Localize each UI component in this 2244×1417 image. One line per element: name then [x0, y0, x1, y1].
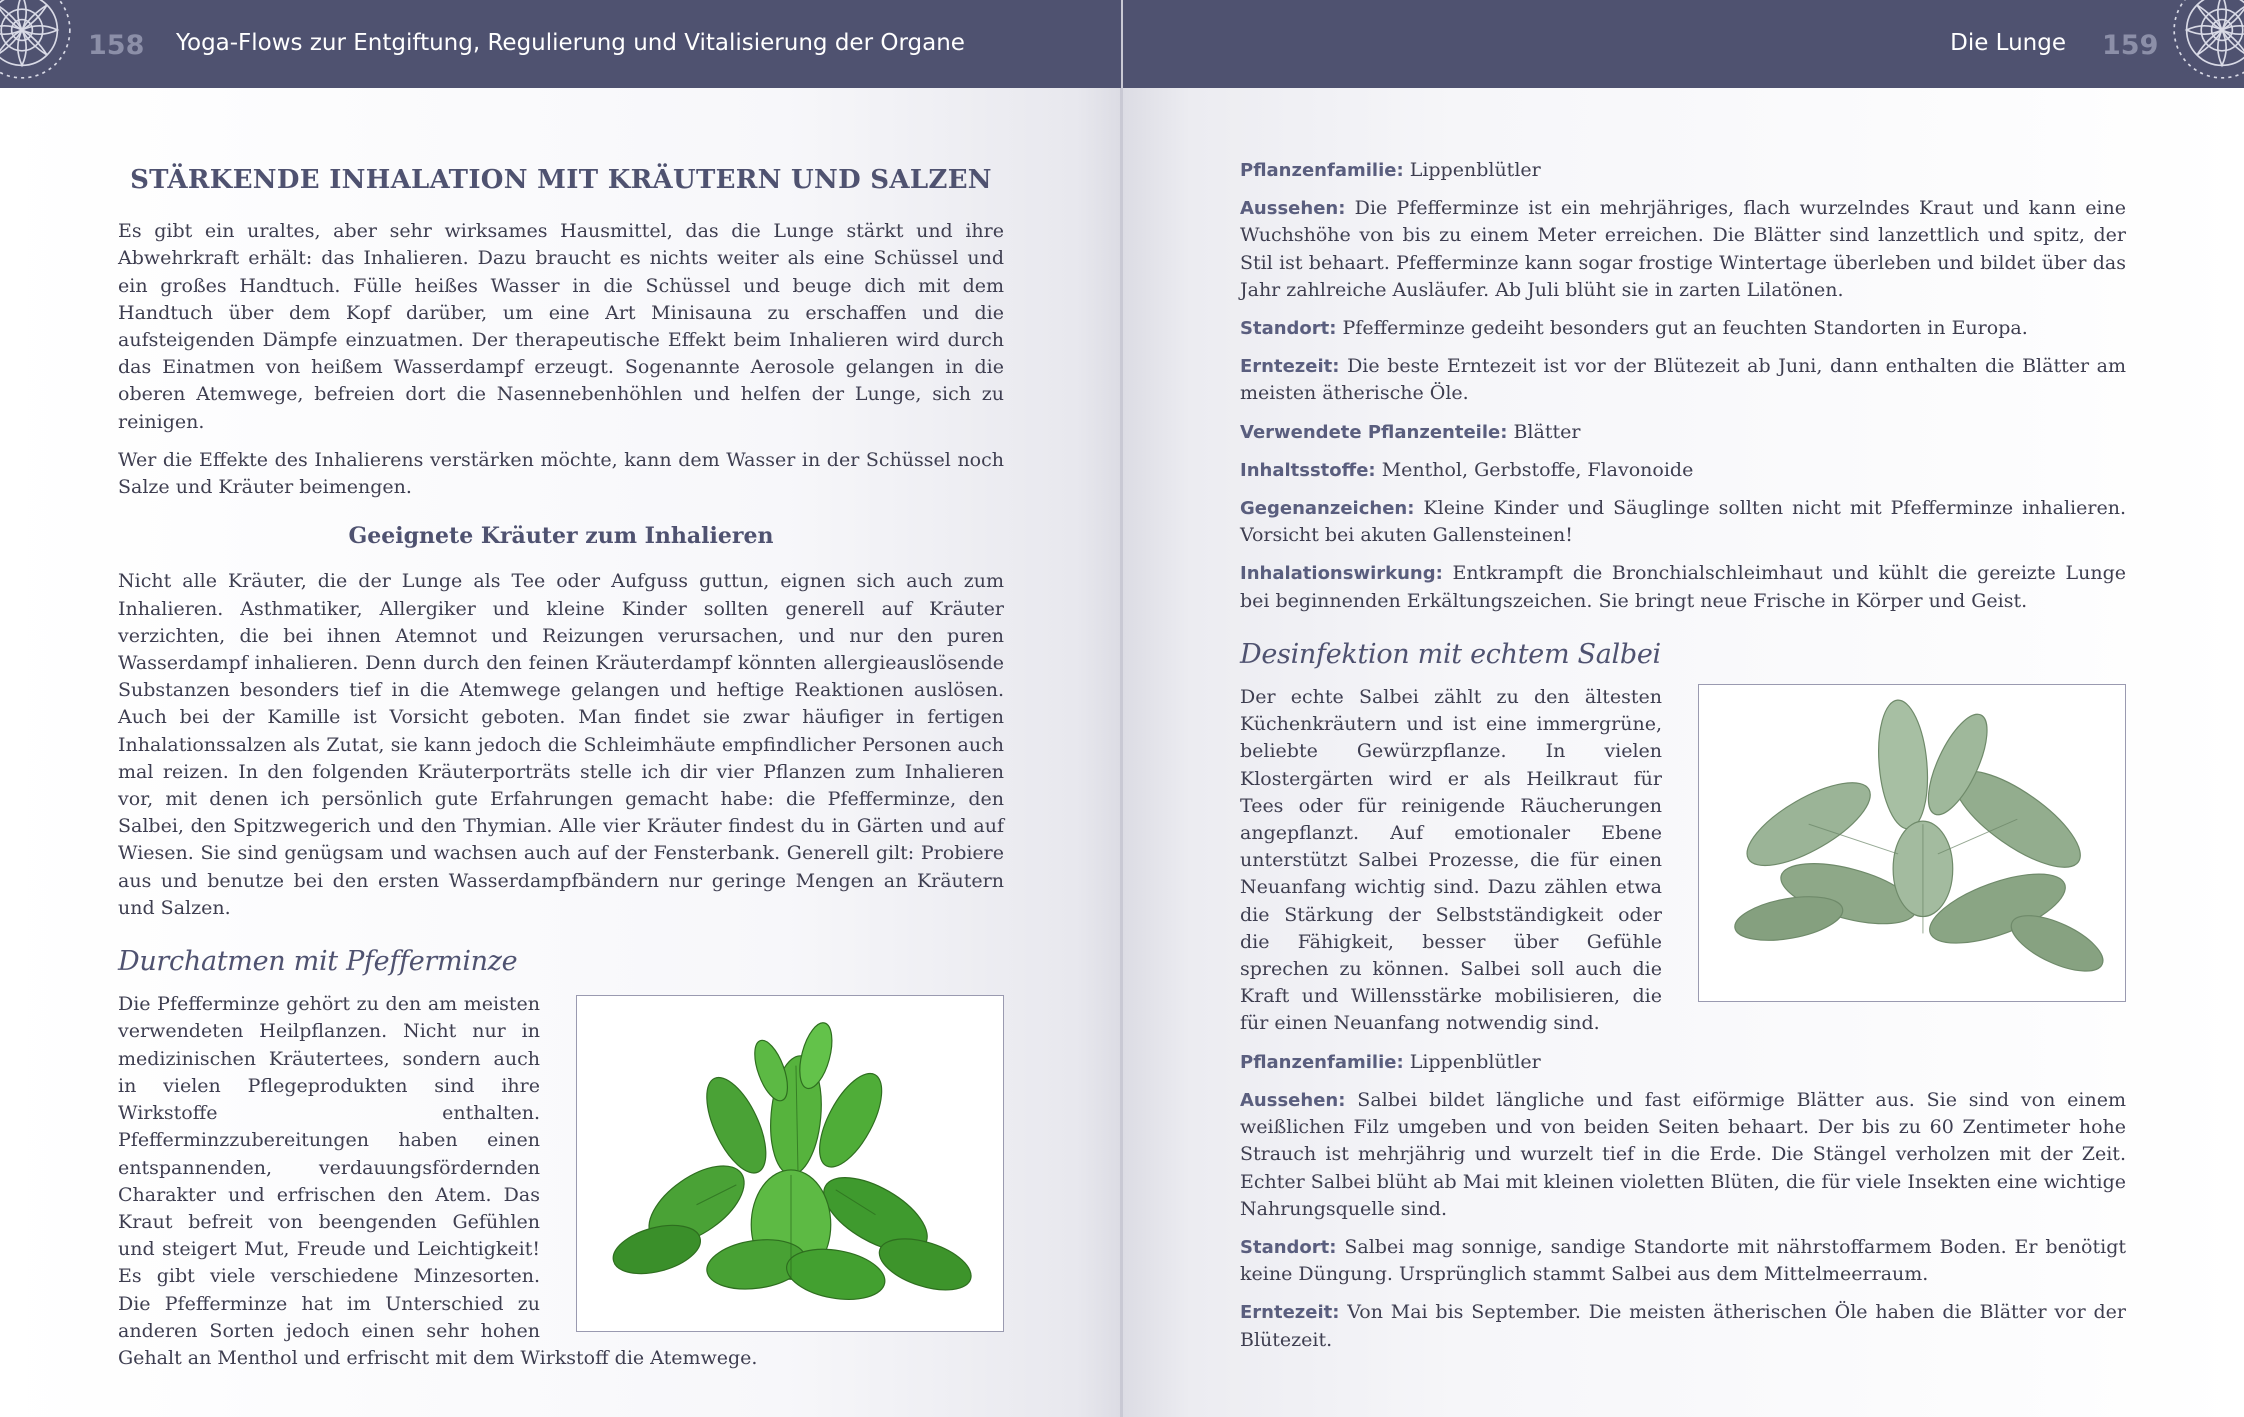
intro-paragraph-2: Wer die Effekte des Inhalierens verstärken möchte, kann dem Wasser in der Schüssel noch Salze und Kräuter beimengen. — [118, 448, 1004, 499]
fact-label: Verwendete Pflanzenteile: — [1240, 421, 1508, 443]
fact-label: Aussehen: — [1240, 1089, 1346, 1111]
fact-label: Erntezeit: — [1240, 1302, 1340, 1324]
sage-fact-harvest — [1240, 1299, 2126, 1353]
fact-text: Die beste Erntezeit ist vor der Blütezeit ab Juni, dann enthalten die Blätter am meisten ätherische Öle. — [1240, 355, 2126, 405]
mint-fact-inhalation — [1240, 560, 2126, 614]
fact-text: Pfefferminze gedeiht besonders gut an feuchten Standorten in Europa. — [1342, 317, 2028, 340]
sage-paragraph: Der echte Salbei zählt zu den ältesten Küchenkräutern und ist eine immergrüne, beliebte Gewürzpflanze. In vielen Klostergärten wird er als Heilkraut für Tees oder für reinigende Räucherungen angepflanzt. Auf emotionaler Ebene unterstützt Salbei Prozesse, die für einen Neuanfang wichtig sind. Dazu zählen etwa die Stärkung der Selbstständigkeit oder die Fähigkeit, besser über Gefühle sprechen zu können. Salbei soll auch die Kraft und Willensstärke mobilisieren, die für einen Neuanfang notwendig sind. — [1240, 686, 1662, 1035]
page-gutter — [1120, 0, 1123, 1417]
mint-fact-parts — [1240, 419, 2126, 446]
fact-text: Salbei bildet längliche und fast eiförmige Blätter aus. Sie sind von einem weißlichen Filz umgeben und von beiden Seiten behaart. Der bis zu 60 Zentimeter hohe Strauch ist mehrjährig und wurzelt tief in die Erde. Die Stängel verholzen mit der Zeit. Echter Salbei blüht ab Mai mit kleinen violetten Blüten, die für viele Insekten eine wichtige Nahrungsquelle sind. — [1240, 1088, 2126, 1220]
fact-text: Entkrampft die Bronchialschleimhaut und kühlt die gereizte Lunge bei beginnenden Erkältungszeichen. Sie bringt neue Frische in Körper und Geist. — [1240, 562, 2126, 612]
running-head-right: Die Lunge — [1950, 30, 2066, 56]
fact-text: Blätter — [1513, 420, 1581, 443]
fact-label: Aussehen: — [1240, 198, 1346, 220]
fact-label: Inhalationswirkung: — [1240, 563, 1443, 585]
running-head-left: Yoga-Flows zur Entgiftung, Regulierung und Vitalisierung der Organe — [176, 30, 965, 56]
fact-text: Salbei mag sonnige, sandige Standorte mit nährstoffarmem Boden. Er benötigt keine Düngung. Ursprünglich stammt Salbei aus dem Mittelmeerraum. — [1240, 1235, 2126, 1286]
subheading-herbs: Geeignete Kräuter zum Inhalieren — [348, 523, 774, 550]
sage-fact-location — [1240, 1234, 2126, 1288]
right-text-column — [1240, 157, 2126, 1365]
fact-text: Menthol, Gerbstoffe, Flavonoide — [1381, 458, 1694, 481]
fact-text: Lippenblütler — [1409, 159, 1541, 181]
page-number-left: 158 — [88, 30, 145, 61]
left-text-column — [118, 162, 1004, 1383]
sage-illustration — [1699, 685, 2125, 1001]
page-number-right: 159 — [2102, 30, 2159, 61]
right-header-band — [1123, 0, 2244, 88]
sage-fact-appearance — [1240, 1087, 2126, 1223]
sage-heading: Desinfektion mit echtem Salbei — [1240, 638, 1661, 670]
fact-label: Standort: — [1240, 1236, 1337, 1258]
mint-fact-contraindications — [1240, 495, 2126, 549]
fact-text: Die Pfefferminze ist ein mehrjähriges, flach wurzelndes Kraut und kann eine Wuchshöhe von bis zu einem Meter erreichen. Die Blätter sind lanzettlich und spitz, der Stil ist behaart. Pfefferminze kann sogar frostige Wintertage überleben und bildet über das Jahr zahlreiche Ausläufer. Ab Juli blüht sie in zarten Lilatönen. — [1240, 197, 2126, 301]
fact-text: Von Mai bis September. Die meisten ätherischen Öle haben die Blätter vor der Blütezeit. — [1240, 1301, 2126, 1351]
fact-text: Kleine Kinder und Säuglinge sollten nicht mit Pfefferminze inhalieren. Vorsicht bei akuten Gallensteinen! — [1240, 497, 2126, 547]
intro-paragraph-1: Es gibt ein uraltes, aber sehr wirksames Hausmittel, das die Lunge stärkt und ihre Abwehrkraft erhält: das Inhalieren. Dazu braucht es nichts weiter als eine Schüssel und ein großes Handtuch. Fülle heißes Wasser in die Schüssel und beuge dich mit dem Handtuch über dem Kopf darüber, um eine Art Minisauna zu erschaffen und die aufsteigenden Dämpfe einzuatmen. Der therapeutische Effekt beim Inhalieren wird durch das Einatmen von heißem Wasserdampf erzeugt. Sogenannte Aerosole gelangen in die oberen Atemwege, befreien dort die Nasennebenhöhlen und helfen der Lunge, sich zu reinigen. — [118, 220, 1004, 433]
peppermint-photo — [576, 995, 1004, 1332]
fact-label: Standort: — [1240, 318, 1337, 340]
mint-heading: Durchatmen mit Pfefferminze — [118, 946, 518, 978]
fact-label: Pflanzenfamilie: — [1240, 1051, 1404, 1073]
fact-label: Erntezeit: — [1240, 356, 1340, 378]
fact-label: Inhaltsstoffe: — [1240, 459, 1376, 481]
fact-label: Pflanzenfamilie: — [1240, 160, 1404, 181]
mint-fact-harvest — [1240, 353, 2126, 407]
sage-fact-family — [1240, 1049, 2126, 1076]
main-heading: STÄRKENDE INHALATION MIT KRÄUTERN UND SALZEN — [130, 165, 992, 195]
mint-fact-family — [1240, 157, 2126, 184]
mint-fact-location — [1240, 315, 2126, 342]
sage-photo — [1698, 684, 2126, 1002]
mint-fact-appearance — [1240, 195, 2126, 304]
herbs-paragraph: Nicht alle Kräuter, die der Lunge als Tee oder Aufguss guttun, eignen sich auch zum Inhalieren. Asthmatiker, Allergiker und kleine Kinder sollten generell auf Kräuter verzichten, die bei ihnen Atemnot und Reizungen verursachen, und nur den puren Wasserdampf inhalieren. Denn durch den feinen Kräuterdampf könnten allergieauslösende Substanzen besonders tief in die Atemwege gelangen und heftige Reaktionen auslösen. Auch bei der Kamille ist Vorsicht geboten. Man findet sie zwar häufiger in fertigen Inhalationssalzen als Zutat, sie kann jedoch die Schleimhäute empfindlicher Personen auch mal reizen. In den folgenden Kräuterporträts stelle ich dir vier Pflanzen zum Inhalieren vor, mit denen ich persönlich gute Erfahrungen gemacht habe: die Pfefferminze, den Salbei, den Spitzwegerich und den Thymian. Alle vier Kräuter findest du in Gärten und auf Wiesen. Sie sind genügsam und wachsen auch auf der Fensterbank. Generell gilt: Probiere aus und benutze bei den ersten Wasserdampfbändern nur geringe Mengen an Kräutern und Salzen. — [118, 570, 1004, 919]
peppermint-illustration — [577, 996, 1003, 1331]
mandala-ornament-icon — [2170, 0, 2244, 82]
fact-text: Lippenblütler — [1409, 1050, 1541, 1073]
fact-label: Gegenanzeichen: — [1240, 498, 1415, 520]
mint-paragraph: Die Pfefferminze gehört zu den am meisten verwendeten Heilpflanzen. Nicht nur in medizinischen Kräutertees, sondern auch in vielen Pflegeprodukten sind ihre Wirkstoffe enthalten. Pfefferminzzubereitungen haben einen entspannenden, verdauungsfördernden Charakter und erfrischen den Atem. Das Kraut befreit von beengenden Gefühlen und steigert Mut, Freude und Leichtigkeit! Es gibt viele verschiedene Minzesorten. Die Pfefferminze hat im Unterschied zu anderen Sorten jedoch einen sehr hohen Gehalt an Menthol und erfrischt mit dem Wirkstoff die Atemwege. — [118, 993, 758, 1369]
mandala-ornament-icon — [0, 0, 74, 82]
mint-fact-ingredients — [1240, 457, 2126, 484]
